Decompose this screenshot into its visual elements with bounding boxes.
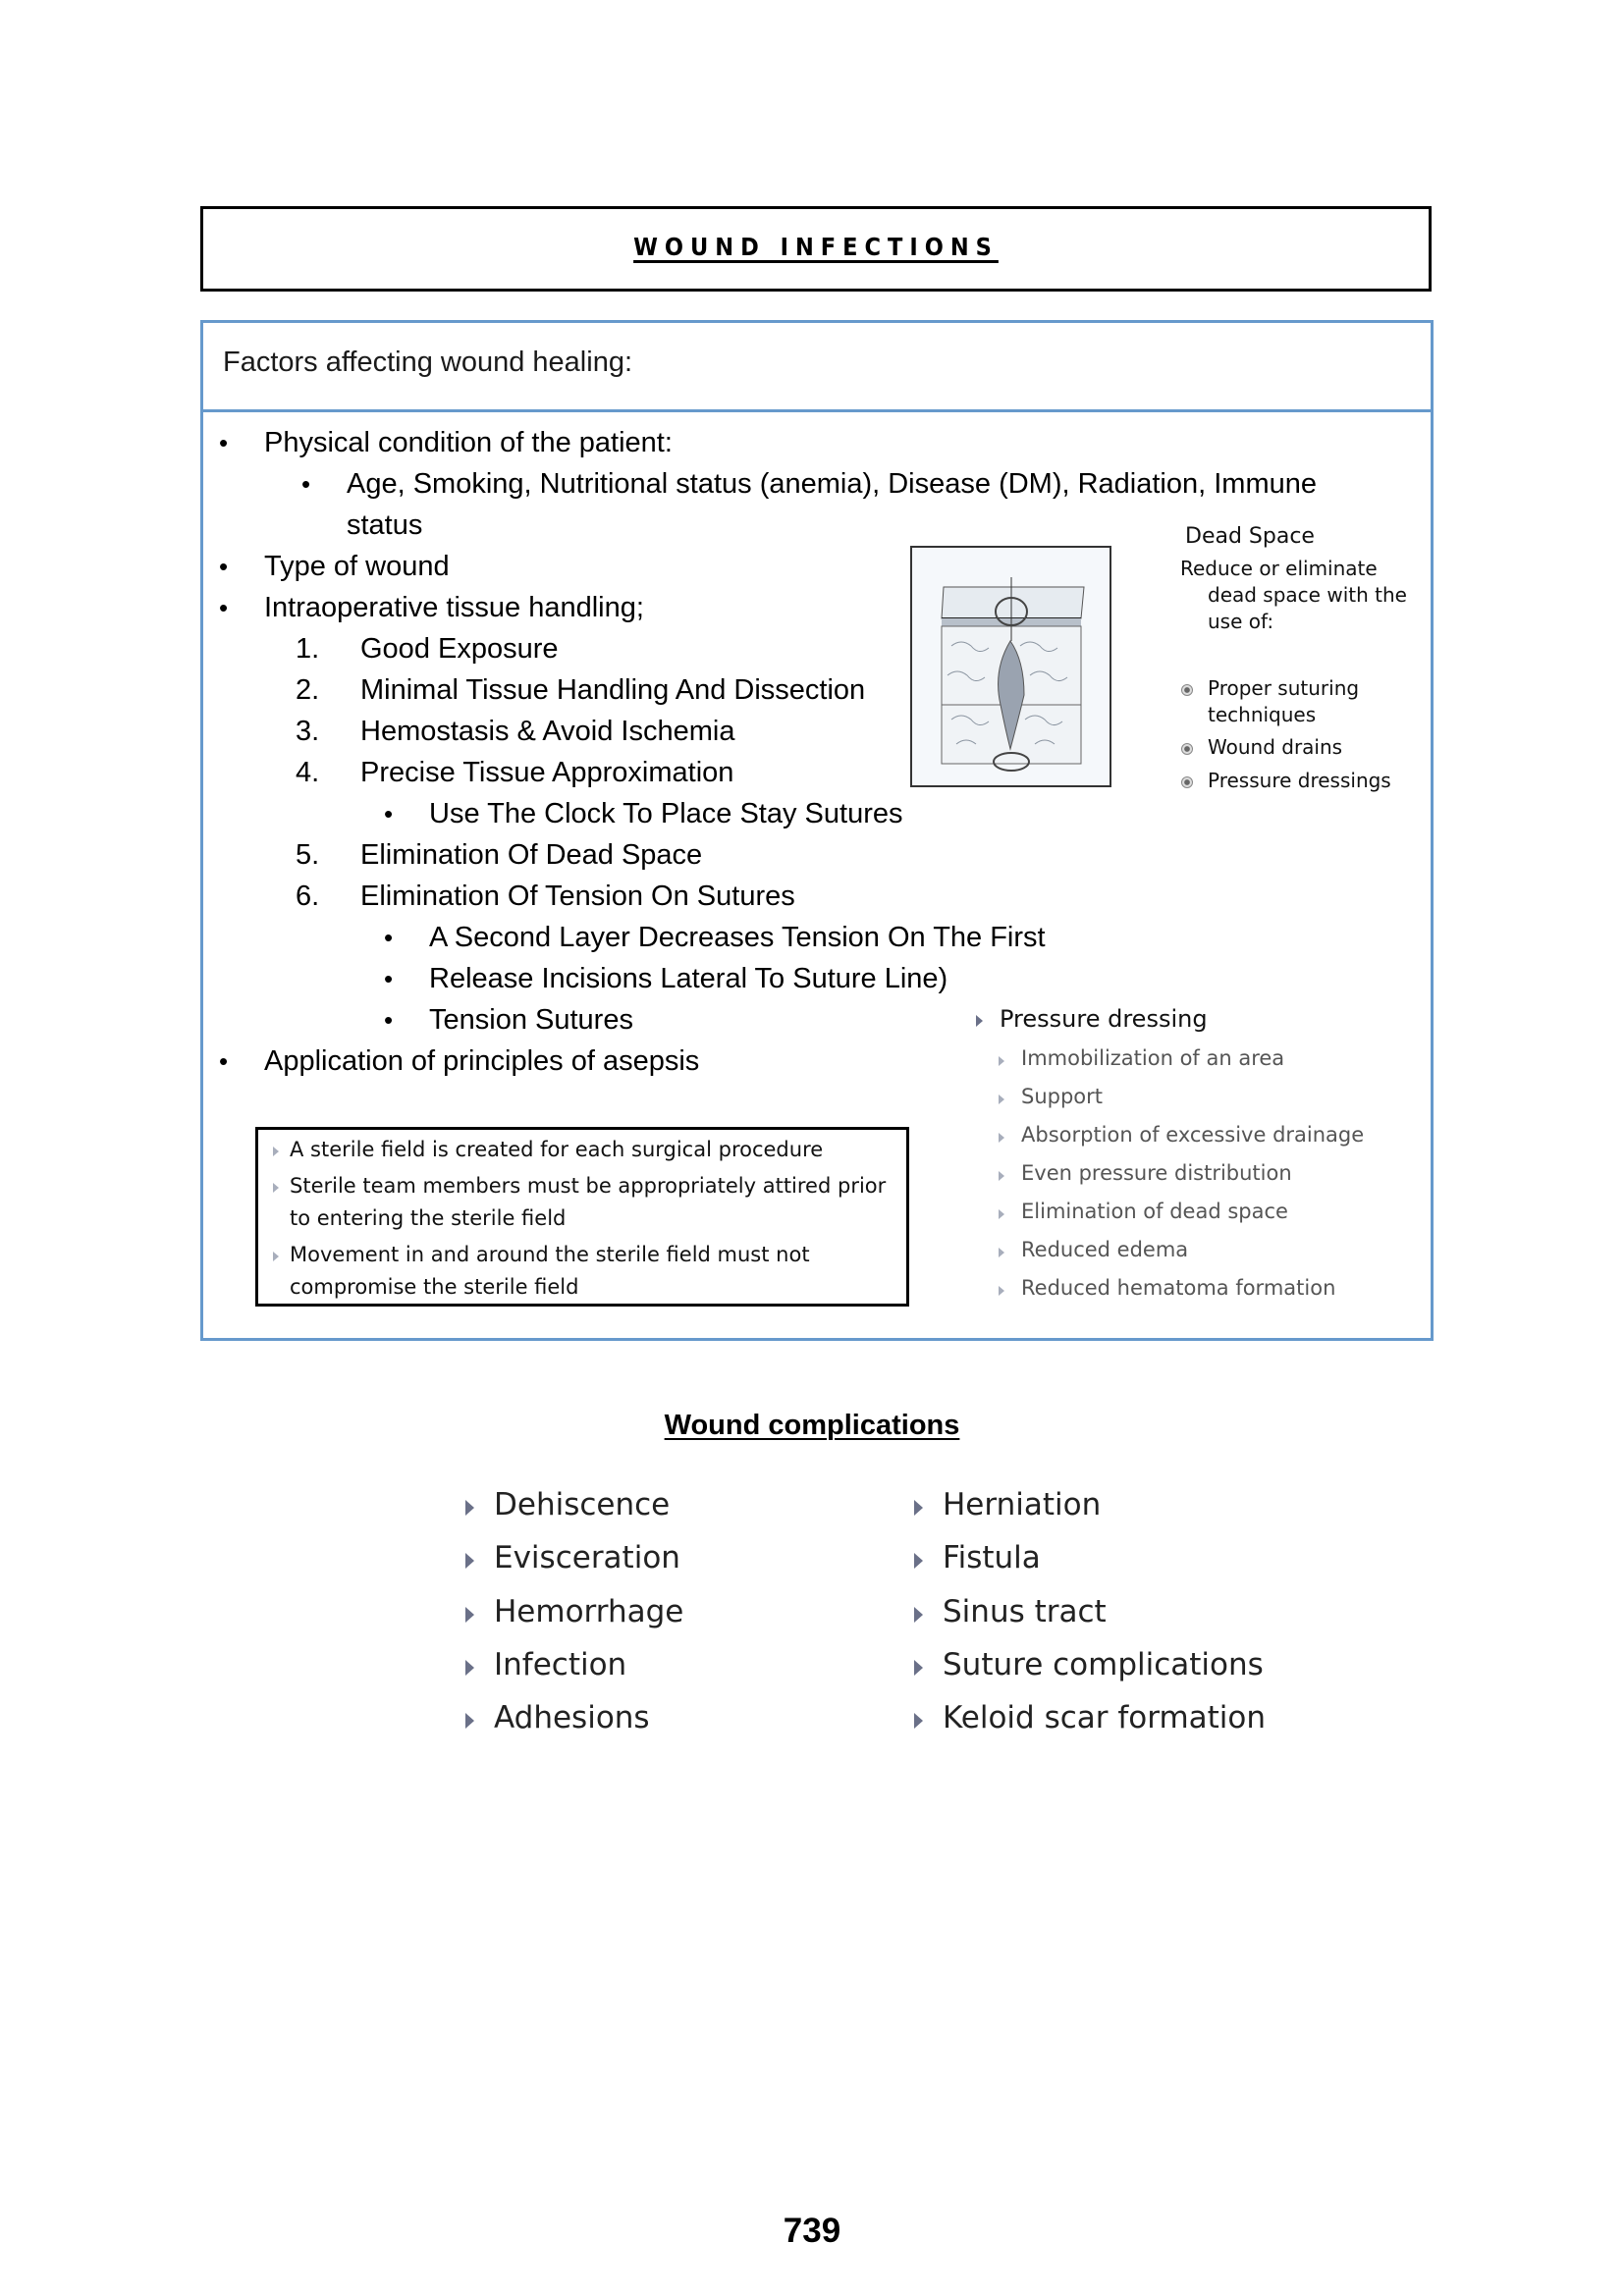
list-number: 6.: [296, 881, 320, 912]
numbered-item: Elimination Of Tension On Sutures: [360, 881, 795, 912]
arrow-bullet-icon: [465, 1713, 474, 1729]
arrow-bullet-icon: [465, 1500, 474, 1516]
numbered-item: Hemostasis & Avoid Ischemia: [360, 716, 735, 747]
arrow-bullet-icon: [465, 1660, 474, 1676]
factors-header-text: Factors affecting wound healing:: [223, 347, 633, 378]
bullet-icon: •: [219, 1046, 229, 1076]
dead-space-item: Pressure dressings: [1208, 769, 1391, 792]
numbered-item: Minimal Tissue Handling And Dissection: [360, 674, 866, 706]
dead-space-item-cont: techniques: [1208, 703, 1317, 726]
pressure-dressing-item: Support: [1021, 1085, 1104, 1108]
complication-item: Fistula: [943, 1540, 1041, 1575]
arrow-bullet-icon: [914, 1713, 923, 1729]
complication-item: Infection: [494, 1647, 627, 1682]
pressure-dressing-title: Pressure dressing: [1000, 1005, 1208, 1033]
arrow-bullet-icon: [999, 1095, 1004, 1104]
arrow-bullet-icon: [999, 1248, 1004, 1257]
arrow-bullet-icon: [273, 1183, 279, 1193]
radio-bullet-icon: [1181, 776, 1193, 788]
pressure-dressing-item: Elimination of dead space: [1021, 1200, 1288, 1223]
radio-bullet-icon: [1181, 684, 1193, 696]
list-number: 2.: [296, 674, 320, 706]
numbered-subitem: Release Incisions Lateral To Suture Line): [429, 963, 948, 994]
numbered-item: Elimination Of Dead Space: [360, 839, 703, 871]
page-title-text: WOUND INFECTIONS: [633, 233, 999, 261]
dead-space-intro: dead space with the: [1208, 583, 1407, 607]
factor-item: Physical condition of the patient:: [264, 427, 673, 458]
arrow-bullet-icon: [914, 1553, 923, 1569]
factor-item: Application of principles of asepsis: [264, 1045, 700, 1077]
dead-space-intro: Reduce or eliminate: [1180, 557, 1378, 580]
arrow-bullet-icon: [914, 1500, 923, 1516]
complication-item: Dehiscence: [494, 1487, 671, 1522]
complication-item: Hemorrhage: [494, 1594, 684, 1629]
complications-title-text: Wound complications: [664, 1410, 960, 1441]
complication-item: Suture complications: [943, 1647, 1264, 1682]
complication-item: Sinus tract: [943, 1594, 1107, 1629]
pressure-dressing-item: Absorption of excessive drainage: [1021, 1123, 1365, 1147]
sterile-field-box: [255, 1127, 909, 1307]
factor-subitem: Age, Smoking, Nutritional status (anemia), Disease (DM), Radiation, Immune: [347, 468, 1317, 500]
arrow-bullet-icon: [465, 1607, 474, 1623]
arrow-bullet-icon: [976, 1015, 983, 1027]
numbered-subitem: Tension Sutures: [429, 1004, 633, 1036]
numbered-subitem: Use The Clock To Place Stay Sutures: [429, 798, 903, 829]
bullet-icon: •: [384, 799, 394, 828]
complications-title: [0, 1410, 1624, 1442]
dead-space-item: Wound drains: [1208, 735, 1343, 759]
arrow-bullet-icon: [914, 1607, 923, 1623]
bullet-icon: •: [301, 469, 311, 499]
numbered-subitem: A Second Layer Decreases Tension On The First: [429, 922, 1046, 953]
numbered-item: Precise Tissue Approximation: [360, 757, 734, 788]
pressure-dressing-item: Reduced hematoma formation: [1021, 1276, 1336, 1300]
complication-item: Adhesions: [494, 1700, 650, 1735]
wound-cross-section-icon: [912, 548, 1110, 785]
factors-header: [203, 323, 1431, 412]
arrow-bullet-icon: [465, 1553, 474, 1569]
pressure-dressing-item: Immobilization of an area: [1021, 1046, 1285, 1070]
bullet-icon: •: [384, 923, 394, 952]
numbered-item: Good Exposure: [360, 633, 559, 665]
list-number: 4.: [296, 757, 320, 788]
factor-item: Type of wound: [264, 551, 450, 582]
sterile-item: Movement in and around the sterile field must not: [290, 1243, 810, 1266]
factor-item: Intraoperative tissue handling;: [264, 592, 644, 623]
bullet-icon: •: [384, 1005, 394, 1035]
sterile-item-cont: compromise the sterile field: [290, 1275, 579, 1299]
complication-item: Herniation: [943, 1487, 1102, 1522]
arrow-bullet-icon: [273, 1147, 279, 1156]
bullet-icon: •: [384, 964, 394, 993]
title-box: [200, 206, 1432, 292]
sterile-item-cont: to entering the sterile field: [290, 1206, 567, 1230]
complication-item: Keloid scar formation: [943, 1700, 1267, 1735]
list-number: 1.: [296, 633, 320, 665]
list-number: 5.: [296, 839, 320, 871]
sterile-item: A sterile field is created for each surgical procedure: [290, 1138, 824, 1161]
page-number: 739: [783, 2212, 841, 2250]
arrow-bullet-icon: [999, 1171, 1004, 1181]
pressure-dressing-item: Even pressure distribution: [1021, 1161, 1292, 1185]
dead-space-title: Dead Space: [1185, 524, 1315, 549]
dead-space-intro: use of:: [1208, 610, 1274, 633]
factor-subitem-cont: status: [347, 509, 423, 541]
dead-space-figure: [910, 546, 1111, 787]
bullet-icon: •: [219, 593, 229, 622]
arrow-bullet-icon: [999, 1056, 1004, 1066]
arrow-bullet-icon: [999, 1133, 1004, 1143]
pressure-dressing-item: Reduced edema: [1021, 1238, 1189, 1261]
bullet-icon: •: [219, 552, 229, 581]
arrow-bullet-icon: [914, 1660, 923, 1676]
complication-item: Evisceration: [494, 1540, 680, 1575]
list-number: 3.: [296, 716, 320, 747]
radio-bullet-icon: [1181, 743, 1193, 755]
arrow-bullet-icon: [273, 1252, 279, 1261]
arrow-bullet-icon: [999, 1209, 1004, 1219]
arrow-bullet-icon: [999, 1286, 1004, 1296]
page-title: [203, 233, 1429, 261]
dead-space-item: Proper suturing: [1208, 676, 1360, 700]
sterile-item: Sterile team members must be appropriately attired prior: [290, 1174, 887, 1198]
bullet-icon: •: [219, 428, 229, 457]
